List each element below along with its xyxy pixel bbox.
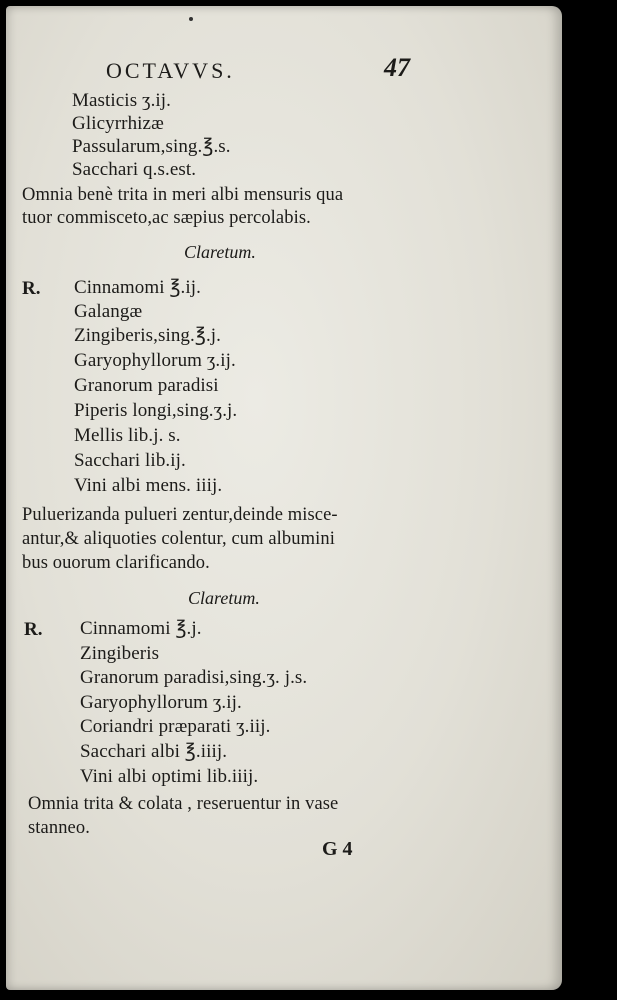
recipe-mark: R. (24, 619, 43, 640)
ingredient-line: Coriandri præparati ʒ.iij. (80, 716, 271, 737)
section-heading: Claretum. (184, 242, 256, 262)
running-title: OCTAVVS. (106, 58, 235, 83)
ingredient-line: Garyophyllorum ʒ.ij. (80, 692, 242, 713)
paragraph-line: Puluerizanda pulueri zentur,deinde misce- (22, 505, 338, 525)
paragraph-line: stanneo. (28, 818, 90, 838)
ingredient-line: Granorum paradisi (74, 375, 219, 396)
book-page (6, 6, 562, 990)
page-number: 47 (384, 53, 410, 82)
ingredient-line: Granorum paradisi,sing.ʒ. j.s. (80, 667, 308, 688)
ingredient-line: Vini albi mens. iiij. (74, 475, 223, 496)
section-heading: Claretum. (188, 588, 260, 608)
paragraph-line: antur,& aliquoties colentur, cum albumini (22, 529, 335, 549)
ingredient-line: Zingiberis (80, 643, 160, 664)
recipe-line: Masticis ʒ.ij. (72, 90, 172, 111)
paragraph-line: Omnia trita & colata , reseruentur in vase (28, 794, 339, 814)
recipe-line: Passularum,sing.℥.s. (72, 136, 231, 157)
recipe-line: Sacchari q.s.est. (72, 159, 197, 180)
recipe-line: Glicyrrhizæ (72, 113, 164, 134)
show-through-text (336, 236, 344, 284)
paragraph-line: tuor commisceto,ac sæpius percolabis. (22, 208, 311, 228)
signature-mark: G 4 (322, 838, 353, 860)
ingredient-line: Sacchari albi ℥.iiij. (80, 741, 228, 762)
ingredient-line: Vini albi optimi lib.iiij. (80, 766, 259, 787)
ingredient-line: Cinnamomi ℥.ij. (74, 277, 202, 298)
ingredient-line: Garyophyllorum ʒ.ij. (74, 350, 236, 371)
recipe-mark: R. (22, 278, 41, 299)
paragraph-line: Omnia benè trita in meri albi mensuris qua (22, 185, 344, 205)
ingredient-line: Cinnamomi ℥.j. (80, 618, 202, 639)
ink-speck (189, 17, 193, 21)
ingredient-line: Zingiberis,sing.℥.j. (74, 325, 222, 346)
ingredient-line: Galangæ (74, 301, 143, 322)
paragraph-line: bus ouorum clarificando. (22, 553, 210, 573)
ingredient-line: Sacchari lib.ij. (74, 450, 186, 471)
ingredient-line: Mellis lib.j. s. (74, 425, 181, 446)
background-edge (562, 0, 617, 1000)
ingredient-line: Piperis longi,sing.ʒ.j. (74, 400, 238, 421)
